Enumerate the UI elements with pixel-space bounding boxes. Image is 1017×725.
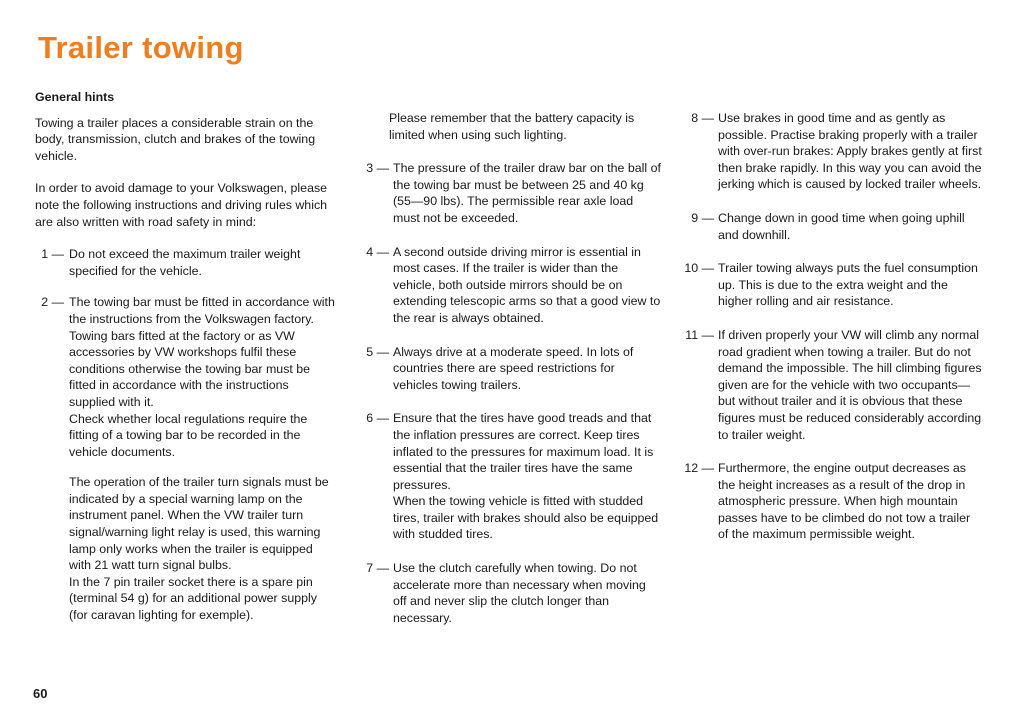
item-number: 9 — (691, 210, 714, 225)
list-item-6 (362, 410, 662, 543)
item-text: The towing bar must be fitted in accordance with the instructions from the Volkswagen factory. Towing bars fitted at the factory or as VW accessories by VW workshops fulfil these conditions otherwise the towing bar must be fitted in accordance with the instructions supplied with it. (69, 295, 335, 409)
item-number: 12 — (684, 461, 714, 476)
intro-paragraph-1: Towing a trailer places a considerable strain on the body, transmission, clutch and brakes of the towing vehicle. (35, 115, 316, 163)
item-number: 6 — (366, 411, 389, 426)
list-item-8 (680, 110, 982, 193)
item-text-continued: The operation of the trailer turn signals must be indicated by a special warning lamp on the instrument panel. When the VW trailer turn signal/warning light relay is used, this warning lamp only works when the trailer is equipped with 21 watt turn signal bulbs. (69, 475, 329, 573)
item-text: Use brakes in good time and as gently as possible. Practise braking properly with a trailer with over-run brakes: Apply brakes gently at first then brake rapidly. In this way you can avoid the jerking which is caused by locked trailer wheels. (718, 111, 982, 192)
item-text: Do not exceed the maximum trailer weight specified for the vehicle. (69, 247, 301, 278)
list-item-1 (35, 246, 337, 279)
item-number: 8 — (691, 111, 714, 125)
item-text: Use the clutch carefully when towing. Do not accelerate more than necessary when moving off and never slip the clutch longer than necessary. (393, 561, 646, 625)
column-1 (35, 89, 337, 639)
item-text: The pressure of the trailer draw bar on the ball of the towing bar must be between 25 and 40 kg (55—90 lbs). The permissible rear axle load must not be exceeded. (393, 161, 661, 225)
item-number: 7 — (366, 561, 389, 576)
item-number: 11 — (685, 327, 714, 342)
item-text: Trailer towing always puts the fuel consumption up. This is due to the extra weight and the higher rolling and air resistance. (718, 261, 978, 309)
item-number: 4 — (366, 244, 389, 259)
item-number: 3 — (366, 161, 389, 176)
column-3 (680, 110, 982, 560)
list-item-12 (680, 460, 982, 543)
intro-paragraph-2: In order to avoid damage to your Volkswagen, please note the following instructions and driving rules which are also written with road safety in mind: (35, 181, 328, 229)
item-text: Furthermore, the engine output decreases as the height increases as a result of the drop in atmospheric pressure. When high mountain passes have to be climbed do not tow a trailer of the maximum permissible weight. (718, 461, 971, 542)
item-2-continuation: Please remember that the battery capacity is limited when using such lighting. (389, 111, 635, 142)
list-item-10 (680, 260, 982, 310)
list-item-11 (680, 327, 982, 443)
page-title: Trailer towing (38, 30, 244, 65)
column-2 (362, 110, 662, 643)
list-item-5 (362, 344, 662, 394)
item-number: 1 — (41, 247, 64, 262)
item-number: 10 — (684, 261, 714, 276)
item-text: Change down in good time when going uphill and downhill. (718, 210, 965, 242)
section-heading: General hints (35, 90, 115, 104)
item-text-continued: When the towing vehicle is fitted with studded tires, trailer with brakes should also be equipped with studded tires. (393, 494, 659, 542)
list-item-3 (362, 160, 662, 226)
list-item-9 (680, 210, 982, 243)
item-number: 2 — (41, 295, 64, 310)
item-text: If driven properly your VW will climb any normal road gradient when towing a trailer. But do not demand the impossible. The hill climbing figures given are for the vehicle with two occupants—but without trailer and it is obvious that these figures must be reduced considerably according to trailer weight. (718, 327, 982, 442)
item-text-continued: In the 7 pin trailer socket there is a spare pin (terminal 54 g) for an additional power supply (for caravan lighting for exemple). (69, 574, 317, 623)
item-number: 5 — (366, 344, 389, 359)
page-number: 60 (33, 686, 48, 701)
item-text: Always drive at a moderate speed. In lots of countries there are speed restrictions for vehicles towing trailers. (393, 344, 634, 392)
item-text: Ensure that the tires have good treads and that the inflation pressures are correct. Keep tires inflated to the pressures for maximum load. It is essential that the trailer tires have the same pressures. (393, 411, 654, 492)
list-item-2 (35, 294, 337, 623)
item-text: A second outside driving mirror is essential in most cases. If the trailer is wider than the vehicle, both outside mirrors should be on extending telescopic arms so that a good view to the rear is always obtained. (393, 244, 661, 325)
item-text-continued: Check whether local regulations require the fitting of a towing bar to be recorded in the vehicle documents. (69, 411, 308, 459)
list-item-7 (362, 560, 662, 626)
list-item-4 (362, 244, 662, 327)
